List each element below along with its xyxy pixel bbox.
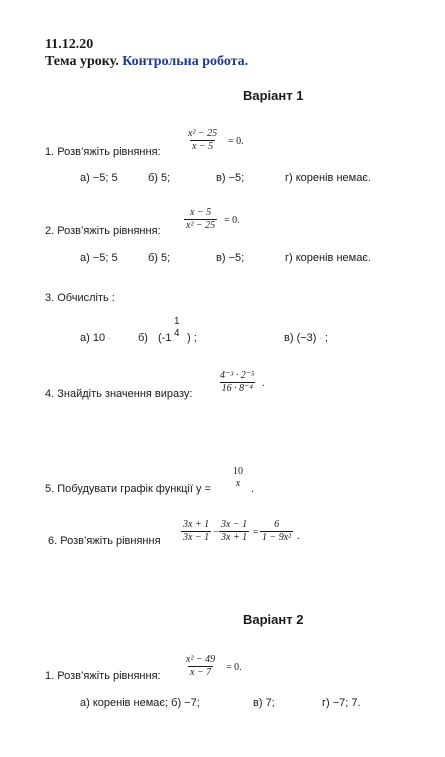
v1-q6-fraction-1 [181, 519, 211, 544]
v1-q2-numerator: x − 5 [190, 207, 212, 218]
v1-q4-denominator: 16 · 8⁻⁴ [221, 383, 253, 394]
v1-q6-end: . [297, 531, 300, 542]
v1-q2-option-c: в) −5; [216, 252, 245, 264]
topic-title: Контрольна робота. [122, 54, 249, 69]
v1-q3-option-c-end: ; [324, 332, 328, 344]
v1-q1-denominator: x − 5 [192, 141, 214, 152]
v2-q1-option-c: в) 7; [253, 697, 275, 709]
v1-q1-equals: = 0. [228, 136, 244, 147]
v1-q3-option-a-mark: - [108, 336, 111, 343]
v2-q1-option-d: г) −7; 7. [322, 697, 361, 709]
v1-q1-option-c: в) −5; [216, 172, 245, 184]
v1-q5-fraction [231, 466, 245, 490]
v1-q3-option-b-close: ) ; [187, 332, 197, 344]
v1-q2-option-d: г) коренів немає. [285, 252, 371, 264]
v1-q6-f2-numerator: 3x − 1 [221, 519, 248, 530]
topic-prefix: Тема уроку. [45, 54, 119, 69]
v1-q6-fraction-3 [260, 519, 293, 544]
v1-q6-f2-denominator: 3x + 1 [221, 532, 248, 543]
variant-2-title: Варіант 2 [243, 612, 304, 627]
v1-q5-text: 5. Побудувати графік функції y = [45, 483, 211, 495]
v1-q6-f1-denominator: 3x − 1 [183, 532, 210, 543]
v1-q3-option-c-value: в) (−3) [284, 332, 317, 344]
v1-q6-f3-denominator: 1 − 9x² [262, 532, 292, 543]
v2-q1-fraction [184, 654, 217, 679]
v2-q2-text: 2. Розв’яжіть рівняння: [45, 225, 161, 237]
v1-q3-option-b-fraction [172, 316, 182, 340]
v1-q2-option-a: а) −5; 5 [80, 252, 118, 264]
v1-q2-option-b: б) 5; [148, 252, 171, 264]
lesson-topic [45, 54, 248, 70]
v1-q6-equals: = [253, 527, 259, 538]
v1-q1-numerator: x² − 25 [188, 128, 218, 139]
v2-q1-text: 1. Розв’яжіть рівняння: [45, 670, 161, 682]
v1-q6-f1-numerator: 3x + 1 [183, 519, 210, 530]
v1-q2-equals: = 0. [224, 215, 240, 226]
v1-q5-denominator: x [235, 478, 241, 489]
v1-q4-end: . [262, 378, 265, 389]
v1-q1-text: 1. Розв’яжіть рівняння: [45, 146, 161, 158]
v1-q3-option-a-value: а) 10 [80, 332, 106, 344]
v2-q1-numerator: x² − 49 [186, 654, 216, 665]
v2-q1-equals: = 0. [226, 662, 242, 673]
v1-q5-numerator: 10 [233, 466, 243, 477]
v1-q4-text: 4. Знайдіть значення виразу: [45, 388, 193, 400]
v1-q3-option-b-numerator: 1 [174, 316, 180, 327]
v1-q1-fraction [186, 128, 219, 153]
v1-q6-f3-numerator: 6 [274, 519, 280, 530]
v2-q1-denominator: x − 7 [190, 667, 212, 678]
v1-q6-fraction-2 [219, 519, 249, 544]
v1-q1-option-b: б) 5; [148, 172, 171, 184]
v1-q3-option-c [284, 332, 328, 344]
v1-q2-fraction [184, 207, 217, 232]
v1-q2-denominator: x² − 25 [186, 220, 216, 231]
v1-q6-minus: − [213, 527, 219, 538]
v1-q3-option-a [80, 332, 110, 344]
v1-q3-option-b-label: б) [138, 332, 148, 344]
v1-q3-option-c-mark: - [319, 336, 322, 343]
v1-q5-end: . [251, 483, 255, 495]
v1-q3-option-b-base: (-1 [158, 332, 172, 344]
v1-q3-option-b-denominator: 4 [174, 328, 180, 339]
v1-q6-text: 6. Розв’яжіть рівняння [48, 535, 161, 547]
variant-1-title: Варіант 1 [243, 88, 304, 103]
v2-q1-options-ab: а) коренів немає; б) −7; [80, 697, 200, 709]
v1-q4-numerator: 4⁻³ · 2⁻⁵ [220, 370, 255, 381]
v1-q1-option-a: а) −5; 5 [80, 172, 118, 184]
v1-q3-text: 3. Обчисліть : [45, 292, 115, 304]
lesson-date: 11.12.20 [45, 37, 94, 52]
v1-q1-option-d: г) коренів немає. [285, 172, 371, 184]
v1-q4-fraction [218, 370, 257, 395]
